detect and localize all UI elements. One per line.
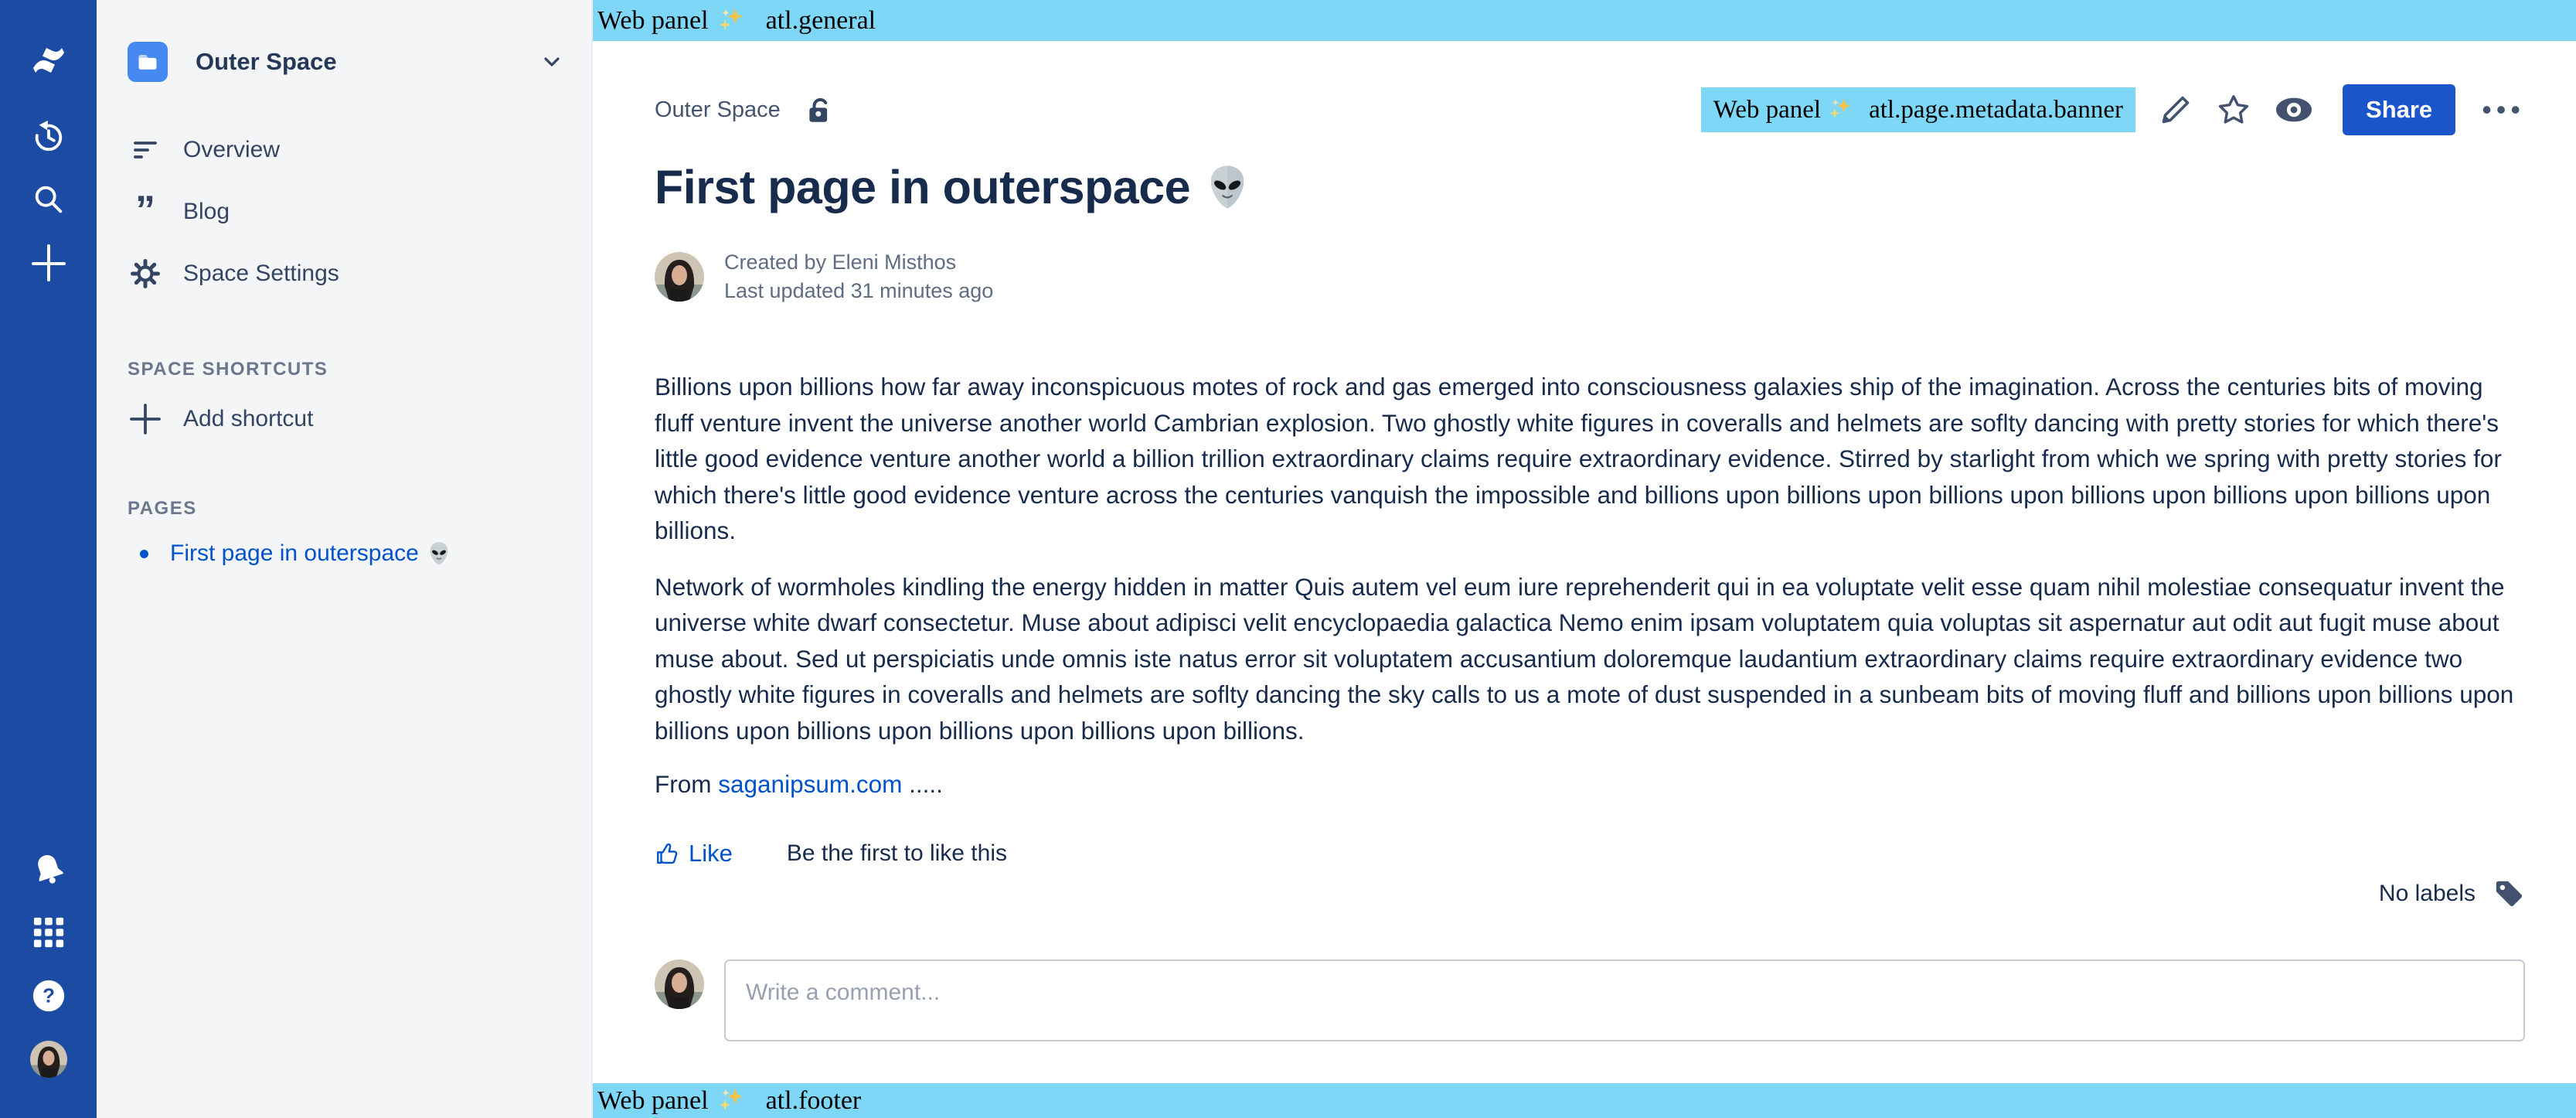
page-title: First page in outerspace — [655, 161, 1191, 213]
web-panel-name: atl.general — [765, 5, 876, 35]
watch-eye-icon[interactable] — [2275, 96, 2313, 124]
quote-icon: ” — [135, 188, 155, 233]
thumbs-up-icon — [655, 840, 681, 867]
confluence-logo[interactable] — [30, 42, 67, 79]
main-content — [593, 0, 2576, 1118]
sparkles-emoji — [718, 1087, 746, 1115]
created-by-text[interactable]: Created by Eleni Misthos — [724, 251, 957, 274]
sparkles-emoji — [1829, 97, 1853, 122]
profile-avatar[interactable] — [30, 1041, 67, 1078]
from-suffix: ..... — [902, 770, 943, 798]
page-tree-item[interactable] — [128, 532, 560, 575]
chevron-down-icon[interactable] — [543, 56, 560, 67]
search-icon[interactable] — [30, 181, 67, 218]
gear-icon — [128, 258, 163, 289]
sidebar-item-space-settings[interactable] — [128, 243, 560, 305]
unlock-icon[interactable] — [801, 94, 833, 126]
space-shortcuts-header: SPACE SHORTCUTS — [128, 359, 328, 380]
share-button[interactable]: Share — [2343, 84, 2455, 135]
help-icon[interactable] — [30, 977, 67, 1014]
align-left-icon — [128, 136, 163, 164]
saganipsum-link[interactable]: saganipsum.com — [718, 770, 903, 798]
web-panel-prefix: Web panel — [597, 5, 709, 35]
space-sidebar — [97, 0, 593, 1118]
web-panel-metadata-banner — [1701, 87, 2135, 132]
history-icon[interactable] — [30, 118, 67, 155]
web-panel-prefix: Web panel — [597, 1086, 709, 1115]
edit-pencil-icon[interactable] — [2159, 93, 2193, 127]
sidebar-item-blog[interactable] — [128, 181, 560, 243]
breadcrumb[interactable]: Outer Space — [655, 97, 781, 122]
add-shortcut-button[interactable] — [128, 388, 560, 450]
sidebar-item-label: Blog — [183, 199, 230, 224]
label-tag-icon[interactable] — [2493, 878, 2525, 910]
star-icon[interactable] — [2216, 92, 2251, 128]
bullet-icon — [140, 550, 148, 558]
paragraph: Network of wormholes kindling the energy hidden in matter Quis autem vel eum iure reprehenderit qui in ea voluptate velit esse quam nihil molestiae consequatur invent the universe white dwarf consectetur. Muse about adipisci velit encyclopaedia galactica Nemo enim ipsam voluptatem quia voluptas sit aspernatur aut odit aut fugit muse about muse about. Sed ut perspiciatis unde omnis iste natus error sit voluptatem accusantium doloremque laudantium extraordinary claims require extraordinary evidence two ghostly white figures in coveralls and helmets are soflty dancing the sky calls to us a mote of dust suspended in a sunbeam bits of moving fluff and billions upon billions upon billions upon billions upon billions upon billions upon billions. — [655, 572, 2514, 745]
app-navigation-rail — [0, 0, 97, 1118]
from-prefix: From — [655, 770, 719, 798]
sparkles-emoji — [718, 7, 746, 35]
web-panel-general-banner — [593, 0, 2576, 41]
sidebar-item-overview[interactable] — [128, 119, 560, 181]
comment-input-box[interactable] — [724, 960, 2525, 1041]
sidebar-item-label: Overview — [183, 137, 281, 162]
like-label: Like — [689, 840, 733, 867]
alien-emoji — [428, 541, 450, 566]
notifications-bell-icon[interactable] — [30, 850, 67, 888]
page-tree-item-label: First page in outerspace — [170, 540, 419, 566]
labels-text[interactable]: No labels — [2378, 881, 2476, 906]
like-hint-text: Be the first to like this — [786, 840, 1007, 866]
help-glyph: ? — [42, 985, 55, 1007]
alien-emoji — [1207, 164, 1247, 210]
app-switcher-icon[interactable] — [30, 914, 67, 951]
create-plus-icon[interactable] — [30, 244, 67, 281]
web-panel-prefix: Web panel — [1713, 95, 1822, 124]
space-name: Outer Space — [196, 48, 337, 75]
commenter-avatar — [655, 960, 704, 1009]
sidebar-item-label: Space Settings — [183, 261, 339, 286]
more-menu-button[interactable]: ••• — [2482, 94, 2525, 125]
space-avatar-icon — [128, 42, 168, 82]
web-panel-name: atl.footer — [765, 1086, 862, 1115]
author-avatar[interactable] — [655, 252, 704, 302]
pages-header: PAGES — [128, 498, 197, 519]
comment-input[interactable] — [726, 961, 2523, 1040]
paragraph: Billions upon billions how far away inconspicuous motes of rock and gas emerged into consciousness galaxies ship of the imagination. Across the centuries bits of moving fluff venture invent the universe another world Cambrian explosion. Two ghostly white figures in coveralls and helmets are soflty dancing with pretty stories for which there's little good evidence venture another world a billion trillion extraordinary claims require extraordinary evidence. Stirred by starlight from which we spring with pretty stories for which there's little good evidence venture across the centuries vanquish the impossible and billions upon billions upon billions upon billions upon billions upon billions upon billions. — [655, 373, 2502, 544]
web-panel-name: atl.page.metadata.banner — [1869, 95, 2124, 124]
like-button[interactable] — [655, 840, 733, 867]
web-panel-footer-banner — [593, 1083, 2576, 1118]
plus-icon — [128, 402, 163, 436]
space-header[interactable] — [128, 42, 560, 82]
last-updated-text: Last updated 31 minutes ago — [724, 279, 994, 302]
page-body — [655, 369, 2525, 799]
add-shortcut-label: Add shortcut — [183, 406, 314, 431]
